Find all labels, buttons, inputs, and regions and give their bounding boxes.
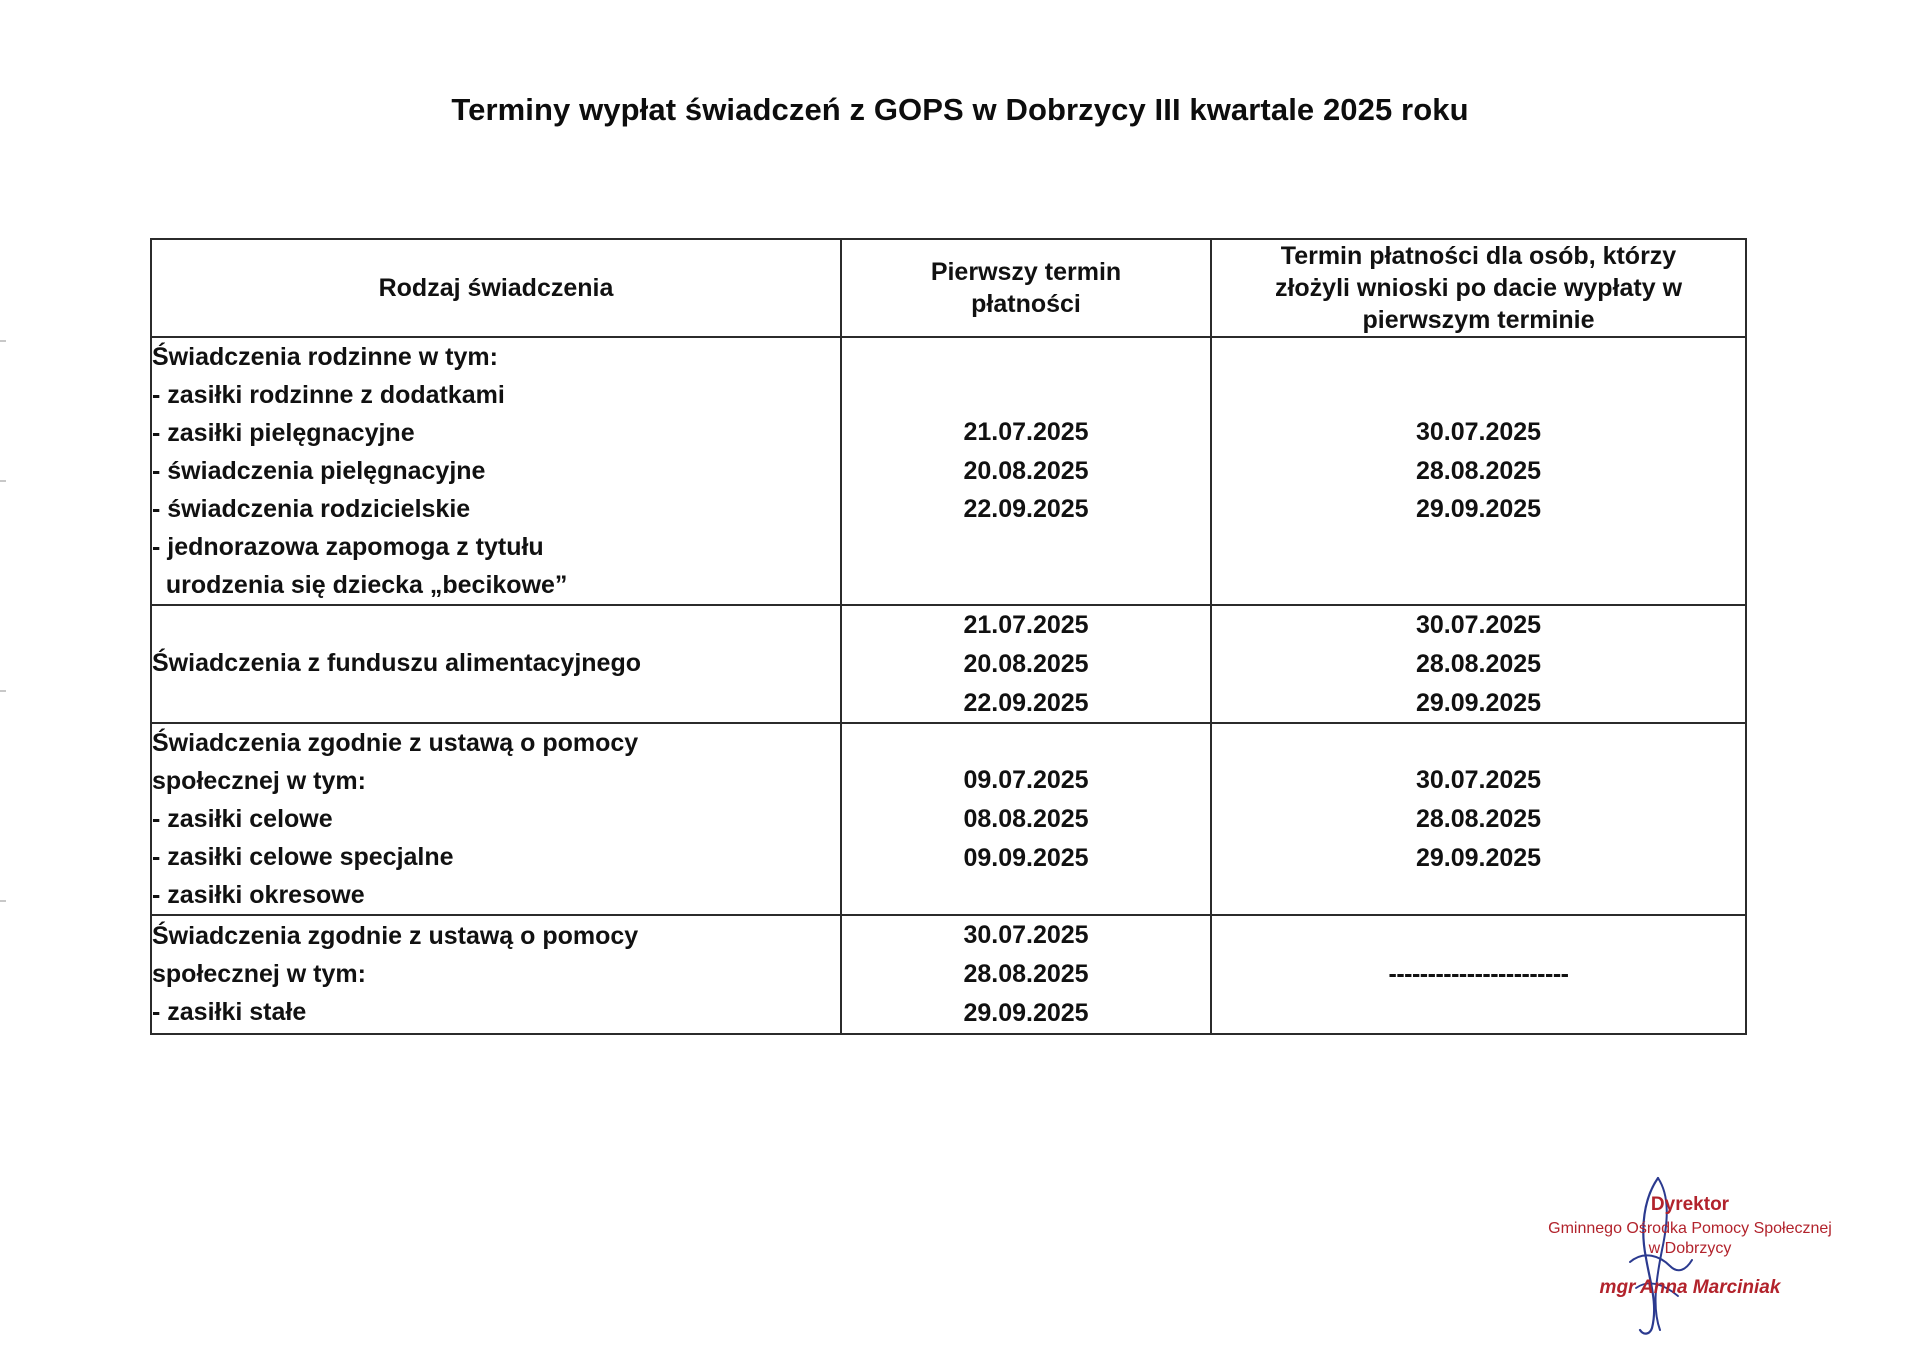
benefit-line: - zasiłki celowe xyxy=(152,805,333,834)
header-first-payment-date xyxy=(841,239,1211,337)
benefit-line: - świadczenia rodzicielskie xyxy=(152,495,471,523)
first-payment-dates-cell xyxy=(841,605,1211,723)
table-row xyxy=(151,337,1746,605)
header-late-payment-line1: Termin płatności dla osób, którzy xyxy=(1280,242,1677,270)
date-line: 30.07.2025 xyxy=(1415,417,1542,446)
date-line: 29.09.2025 xyxy=(1415,843,1542,872)
header-late-payment-date xyxy=(1211,239,1746,337)
benefit-line: - zasiłki rodzinne z dodatkami xyxy=(152,381,505,409)
table-row xyxy=(151,723,1746,915)
first-payment-dates-cell xyxy=(841,723,1211,915)
date-line: 21.07.2025 xyxy=(963,417,1089,446)
date-line: 21.07.2025 xyxy=(963,611,1089,639)
date-line: 20.08.2025 xyxy=(963,649,1089,678)
date-line: 09.07.2025 xyxy=(963,766,1089,795)
benefit-type-cell xyxy=(151,605,841,723)
date-line: 22.09.2025 xyxy=(963,495,1089,524)
benefit-line: społecznej w tym: xyxy=(152,960,366,989)
date-line: 20.08.2025 xyxy=(963,456,1089,485)
benefit-line: Świadczenia rodzinne w tym: xyxy=(152,343,498,371)
signature-block xyxy=(1490,1195,1890,1299)
late-payment-dates-cell xyxy=(1211,337,1746,605)
header-late-payment-line2: złożyli wnioski po dacie wypłaty w xyxy=(1274,274,1683,302)
date-line: 29.09.2025 xyxy=(1415,495,1542,524)
benefit-type-cell xyxy=(151,915,841,1033)
benefit-line: Świadczenia zgodnie z ustawą o pomocy xyxy=(152,729,639,758)
late-payment-dates-cell xyxy=(1211,605,1746,723)
header-benefit-type: Rodzaj świadczenia xyxy=(151,239,841,337)
date-line: 08.08.2025 xyxy=(963,804,1089,833)
benefit-line: urodzenia się dziecka „becikowe” xyxy=(152,571,568,599)
benefit-line: Świadczenia zgodnie z ustawą o pomocy xyxy=(152,922,639,951)
benefit-line: - jednorazowa zapomoga z tytułu xyxy=(152,533,544,561)
date-line: 09.09.2025 xyxy=(963,843,1089,872)
late-payment-dates-cell xyxy=(1211,723,1746,915)
signature-name: mgr Anna Marciniak xyxy=(1599,1276,1781,1298)
date-line: 28.08.2025 xyxy=(1415,649,1542,678)
date-line: 22.09.2025 xyxy=(963,688,1089,717)
signature-role: Dyrektor xyxy=(1650,1194,1730,1215)
header-first-payment-line1: Pierwszy termin xyxy=(930,258,1122,286)
benefit-line: - zasiłki celowe specjalne xyxy=(152,843,454,872)
table-row xyxy=(151,605,1746,723)
header-first-payment-line2: płatności xyxy=(971,290,1081,318)
benefit-line: - świadczenia pielęgnacyjne xyxy=(152,457,486,485)
date-line: 30.07.2025 xyxy=(1415,766,1542,795)
header-late-payment-line3: pierwszym terminie xyxy=(1362,306,1595,334)
first-payment-dates-cell xyxy=(841,915,1211,1033)
table-row xyxy=(151,915,1746,1033)
first-payment-dates-cell xyxy=(841,337,1211,605)
benefit-type-cell xyxy=(151,723,841,915)
late-payment-not-applicable: ----------------------- xyxy=(1211,915,1746,1033)
table-header-row xyxy=(151,239,1746,337)
payment-schedule-table-wrapper xyxy=(150,238,1745,1035)
page-title: Terminy wypłat świadczeń z GOPS w Dobrzycy III kwartale 2025 roku xyxy=(451,92,1469,127)
payment-schedule-table xyxy=(150,238,1747,1035)
date-line: 28.08.2025 xyxy=(963,960,1089,988)
benefit-line: społecznej w tym: xyxy=(152,767,366,796)
date-line: 30.07.2025 xyxy=(963,921,1089,950)
date-line: 29.09.2025 xyxy=(963,998,1089,1027)
signature-org-line2: w Dobrzycy xyxy=(1648,1239,1732,1257)
benefit-line: - zasiłki stałe xyxy=(152,998,307,1027)
date-line: 28.08.2025 xyxy=(1415,456,1542,485)
date-line: 28.08.2025 xyxy=(1415,804,1542,833)
benefit-line: Świadczenia z funduszu alimentacyjnego xyxy=(152,649,641,678)
date-line: 29.09.2025 xyxy=(1415,688,1542,717)
benefit-type-cell xyxy=(151,337,841,605)
benefit-line: - zasiłki okresowe xyxy=(152,881,365,910)
date-line: 30.07.2025 xyxy=(1415,611,1542,639)
benefit-line: - zasiłki pielęgnacyjne xyxy=(152,419,415,447)
signature-org-line1: Gminnego Ośrodka Pomocy Społecznej xyxy=(1548,1219,1832,1237)
